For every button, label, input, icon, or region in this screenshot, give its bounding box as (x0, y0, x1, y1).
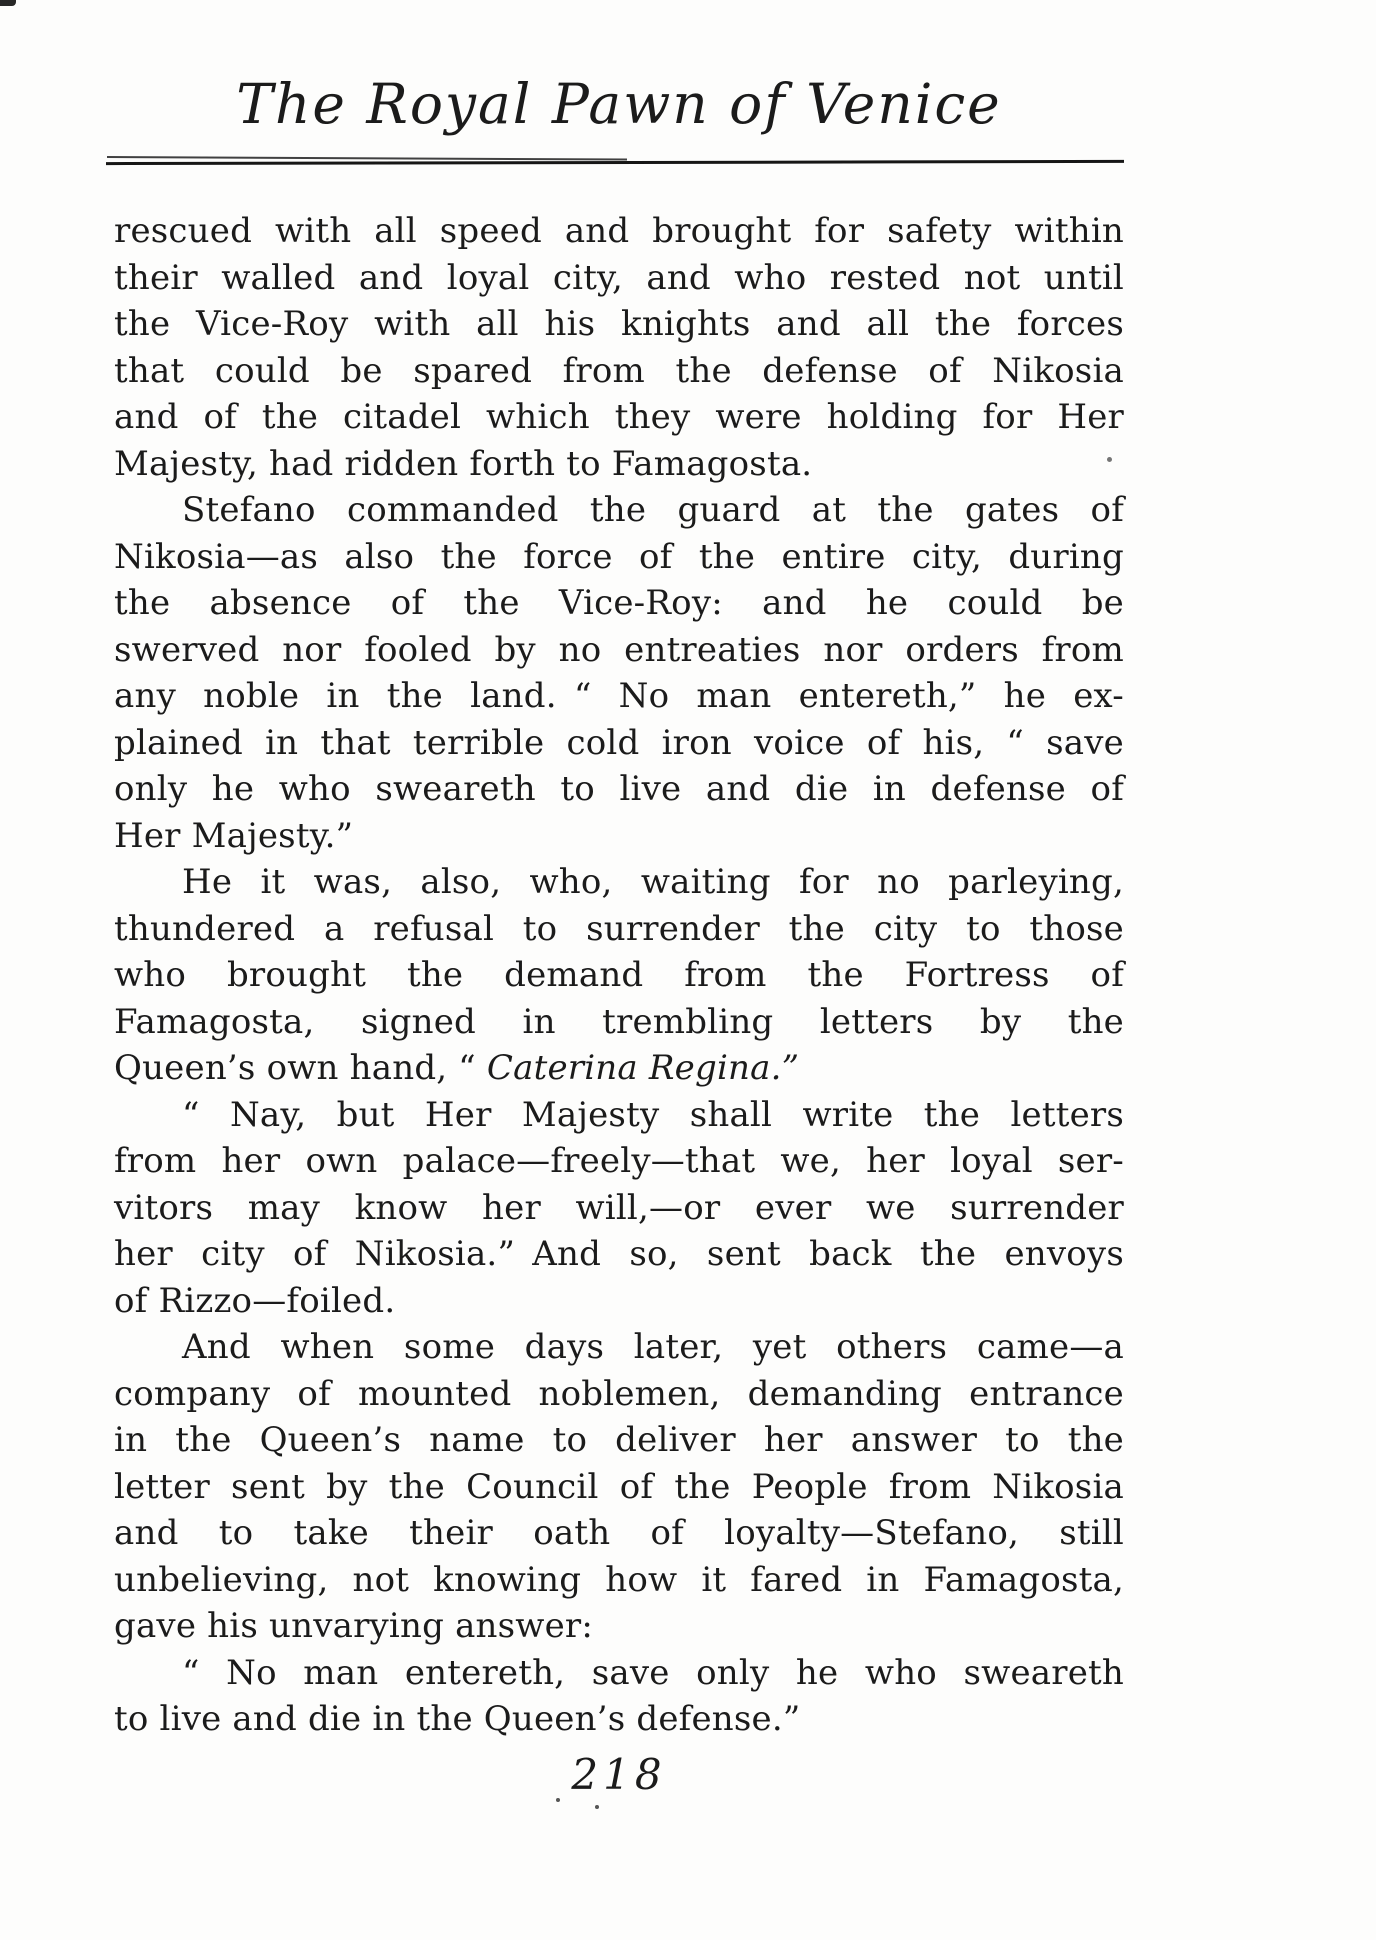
text-line: Nikosia—as also the force of the entire city, during (114, 536, 1124, 577)
text-line: gave his unvarying answer: (114, 1606, 594, 1646)
text-line: their walled and loyal city, and who rested not until (114, 257, 1124, 298)
text-line: vitors may know her will,—or ever we surrender (114, 1187, 1124, 1228)
text-line: “ Nay, but Her Majesty shall write the letters (182, 1094, 1124, 1135)
text-line: swerved nor fooled by no entreaties nor orders from (114, 629, 1124, 670)
scan-artifact-corner (0, 0, 16, 6)
text-line: who brought the demand from the Fortress of (114, 955, 1124, 995)
text-line: rescued with all speed and brought for safety within (114, 211, 1124, 251)
text-line: her city of Nikosia.” And so, sent back the envoys (114, 1234, 1124, 1274)
text-line: unbelieving, not knowing how it fared in Famagosta, (114, 1559, 1124, 1600)
text-line: And when some days later, yet others came—a (182, 1327, 1124, 1367)
text-line: any noble in the land. “ No man entereth,” he ex- (114, 676, 1124, 716)
text-line: of Rizzo—foiled. (114, 1280, 396, 1321)
text-line: the Vice-Roy with all his knights and all the forces (114, 304, 1124, 344)
text-line: letter sent by the Council of the People from Nikosia (114, 1466, 1124, 1507)
text-line: and to take their oath of loyalty—Stefano, still (114, 1513, 1124, 1553)
running-header-title: The Royal Pawn of Venice (236, 72, 1002, 136)
text-line: only he who sweareth to live and die in defense of (114, 769, 1124, 809)
header-rule-shadow (107, 156, 627, 161)
text-line: “ No man entereth, save only he who sweareth (182, 1652, 1124, 1693)
text-line: from her own palace—freely—that we, her loyal ser- (114, 1141, 1124, 1181)
text-line: Her Majesty.” (114, 815, 354, 856)
text-line: Queen’s own hand, “ Caterina Regina.” (114, 1048, 800, 1088)
text-line: thundered a refusal to surrender the city to those (114, 908, 1124, 949)
text-line: He it was, also, who, waiting for no parleying, (182, 862, 1124, 902)
text-line: in the Queen’s name to deliver her answer to the (114, 1420, 1124, 1460)
page-number: 218 (571, 1750, 667, 1799)
scan-artifact-dot (595, 1805, 599, 1809)
text-line: that could be spared from the defense of Nikosia (114, 350, 1124, 391)
text-line: the absence of the Vice-Roy: and he could be (114, 583, 1124, 623)
text-line: Majesty, had ridden forth to Famagosta. (114, 443, 813, 484)
header-rule (106, 160, 1124, 165)
scan-artifact-dot (1107, 457, 1112, 462)
text-line: company of mounted noblemen, demanding entrance (114, 1373, 1124, 1414)
text-line: and of the citadel which they were holding for Her (114, 397, 1124, 437)
text-line: to live and die in the Queen’s defense.” (114, 1699, 801, 1739)
text-line: Stefano commanded the guard at the gates of (182, 490, 1124, 530)
body-text (114, 208, 1124, 1743)
text-line: Famagosta, signed in trembling letters by the (114, 1001, 1124, 1042)
scan-artifact-dot (556, 1798, 560, 1802)
text-line: plained in that terrible cold iron voice of his, “ save (114, 722, 1124, 763)
